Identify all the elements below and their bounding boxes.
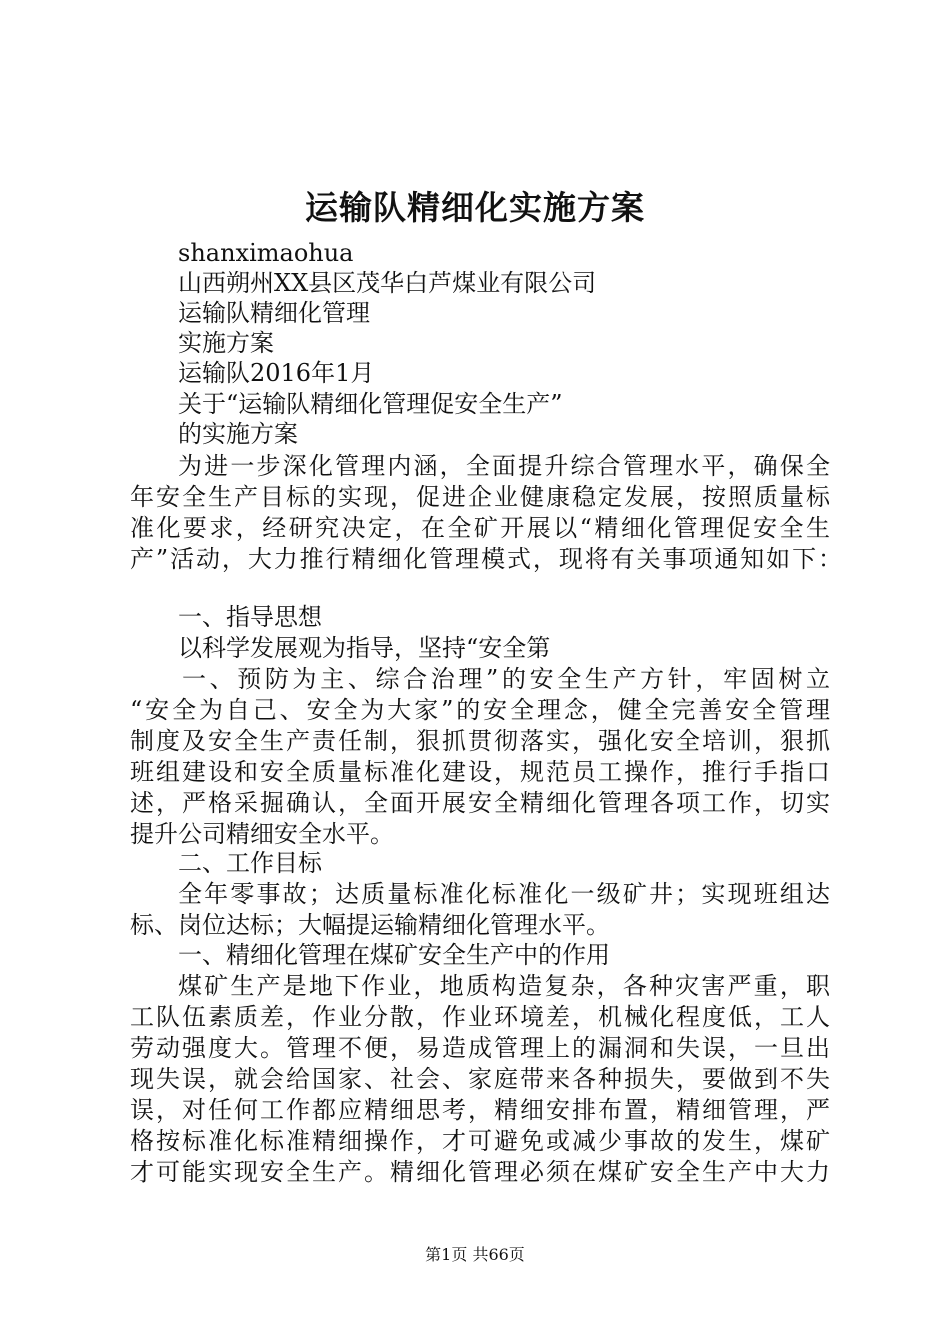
paragraph-line: 标、岗位达标；大幅提运输精细化管理水平。 (130, 911, 610, 939)
text-line: 山西朔州XX县区茂华白芦煤业有限公司 (178, 269, 597, 297)
paragraph-line: 一、预防为主、综合治理”的安全生产方针，牢固树立 (182, 665, 830, 693)
text-line: 运输队2016年1月 (178, 359, 375, 387)
text-line: 运输队精细化管理 (178, 299, 370, 327)
paragraph-line: 才可能实现安全生产。精细化管理必须在煤矿安全生产中大力 (130, 1158, 830, 1186)
section-heading: 一、精细化管理在煤矿安全生产中的作用 (178, 941, 610, 969)
section-heading: 二、工作目标 (178, 849, 322, 877)
paragraph-line: “安全为自己、安全为大家”的安全理念，健全完善安全管理 (130, 696, 830, 724)
page-number-footer: 第1页 共66页 (425, 1245, 525, 1264)
paragraph-line: 煤矿生产是地下作业，地质构造复杂，各种灾害严重，职 (178, 972, 830, 1000)
paragraph-line: 制度及安全生产责任制，狠抓贯彻落实，强化安全培训，狠抓 (130, 727, 830, 755)
paragraph-line: 工队伍素质差，作业分散，作业环境差，机械化程度低，工人 (130, 1003, 830, 1031)
text-line: 实施方案 (178, 329, 274, 357)
paragraph-line: 误，对任何工作都应精细思考，精细安排布置，精细管理，严 (130, 1096, 830, 1124)
paragraph-line: 班组建设和安全质量标准化建设，规范员工操作，推行手指口 (130, 758, 830, 786)
document-title: 运输队精细化实施方案 (305, 188, 645, 227)
paragraph-line: 现失误，就会给国家、社会、家庭带来各种损失，要做到不失 (130, 1065, 830, 1093)
paragraph-line: 准化要求，经研究决定，在全矿开展以“精细化管理促安全生 (130, 514, 830, 542)
paragraph-line: 产”活动，大力推行精细化管理模式，现将有关事项通知如下： (130, 545, 842, 573)
text-line: 关于“运输队精细化管理促安全生产” (178, 390, 563, 418)
text-line: shanximaohua (178, 239, 354, 267)
paragraph-line: 年安全生产目标的实现，促进企业健康稳定发展，按照质量标 (130, 483, 830, 511)
paragraph-line: 格按标准化标准精细操作，才可避免或减少事故的发生，煤矿 (130, 1127, 830, 1155)
text-line: 的实施方案 (178, 420, 298, 448)
section-heading: 一、指导思想 (178, 603, 322, 631)
paragraph-line: 述，严格采掘确认，全面开展安全精细化管理各项工作，切实 (130, 789, 830, 817)
paragraph-line: 提升公司精细安全水平。 (130, 820, 394, 848)
paragraph-line: 为进一步深化管理内涵，全面提升综合管理水平，确保全 (178, 452, 830, 480)
paragraph-line: 以科学发展观为指导，坚持“安全第 (178, 634, 551, 662)
paragraph-line: 劳动强度大。管理不便，易造成管理上的漏洞和失误，一旦出 (130, 1034, 830, 1062)
paragraph-line: 全年零事故；达质量标准化标准化一级矿井；实现班组达 (178, 880, 830, 908)
